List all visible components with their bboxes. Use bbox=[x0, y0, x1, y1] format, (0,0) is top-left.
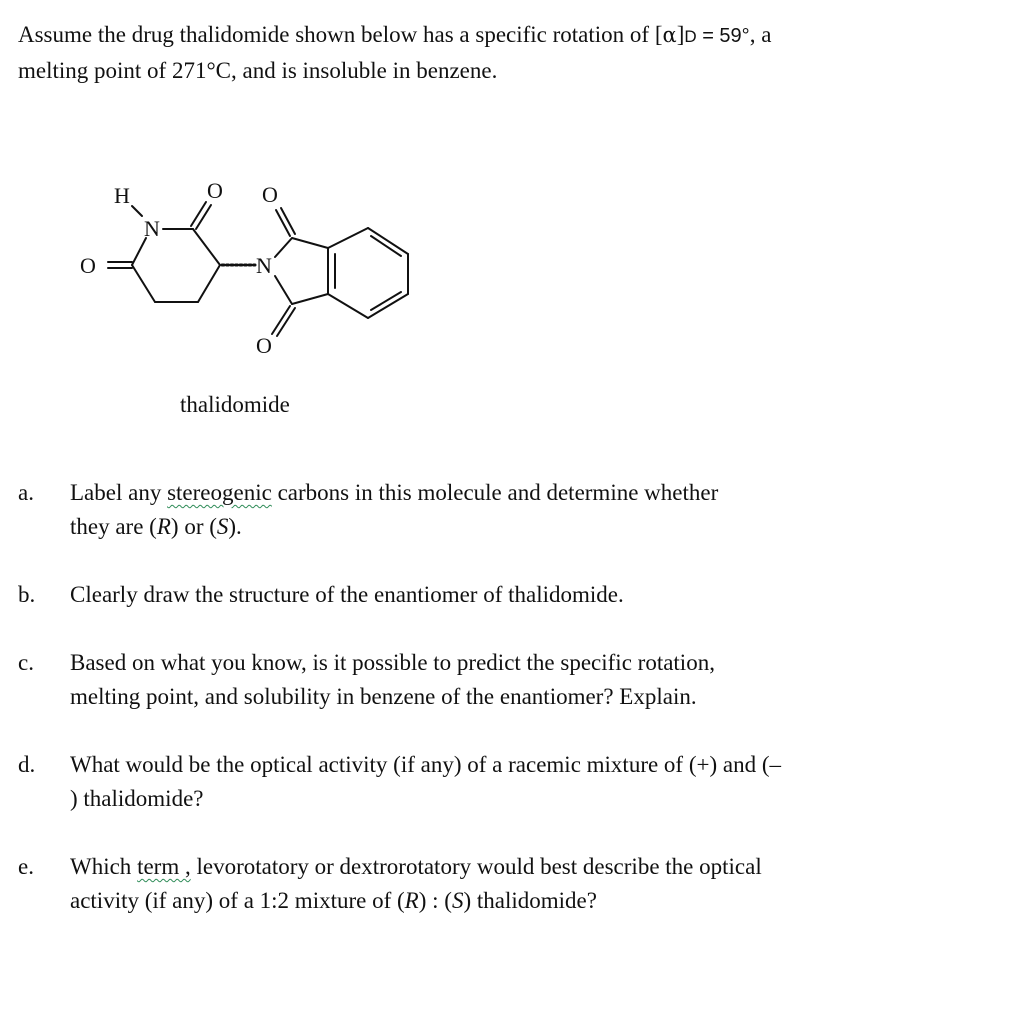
bond-c-bot-n bbox=[275, 276, 292, 304]
question-e bbox=[18, 850, 1008, 918]
molecule-caption: thalidomide bbox=[180, 392, 290, 417]
intro-line-2: melting point of 271°C, and is insoluble in benzene. bbox=[18, 58, 498, 83]
bond-h-n bbox=[132, 206, 142, 216]
spellcheck-word: stereogenic bbox=[167, 480, 272, 505]
bond-cleft-n bbox=[132, 238, 146, 265]
alpha-symbol: α bbox=[662, 23, 677, 47]
question-a bbox=[18, 476, 1008, 544]
benzene-bond-5 bbox=[328, 294, 368, 318]
bond-c-cstereo bbox=[193, 229, 220, 265]
question-letter: b. bbox=[18, 582, 36, 607]
spellcheck-word: term , bbox=[137, 854, 191, 879]
bond-co-tr-1 bbox=[276, 210, 290, 236]
question-text: Which term , levorotatory or dextrorotatory would best describe the optical activity (if any) of a 1:2 mixture of (R) : (S) thalidomide? bbox=[70, 854, 762, 913]
bond-co-top-1 bbox=[191, 202, 206, 226]
bond-c-top-ar bbox=[292, 238, 328, 248]
atom-o-top-right: O bbox=[262, 182, 278, 207]
question-letter: c. bbox=[18, 650, 34, 675]
problem-intro bbox=[18, 18, 1008, 88]
atom-n-imide: N bbox=[144, 216, 160, 241]
bond-co-top-2 bbox=[196, 205, 211, 229]
atom-o-top: O bbox=[207, 178, 223, 203]
question-text: What would be the optical activity (if any) of a racemic mixture of (+) and (– ) thalidomide? bbox=[70, 752, 782, 811]
question-text: Clearly draw the structure of the enantiomer of thalidomide. bbox=[70, 582, 624, 607]
question-c bbox=[18, 646, 1008, 714]
bond-cstereo-c bbox=[198, 265, 220, 302]
bond-c-cleft bbox=[132, 265, 155, 302]
subscript-d: D bbox=[684, 27, 697, 46]
question-b bbox=[18, 578, 1008, 612]
benzene-bond-4 bbox=[368, 294, 408, 318]
question-d bbox=[18, 748, 1008, 816]
bond-ar-c-bot bbox=[292, 294, 328, 304]
bond-co-tr-2 bbox=[281, 208, 295, 234]
benzene-bond-2 bbox=[368, 228, 408, 254]
question-text: Label any stereogenic carbons in this molecule and determine whether they are (R) or (S). bbox=[70, 480, 719, 539]
atom-o-left: O bbox=[80, 253, 96, 278]
benzene-bond-1 bbox=[328, 228, 368, 248]
question-letter: a. bbox=[18, 480, 34, 505]
atom-n-phthalimide: N bbox=[256, 253, 272, 278]
atom-h: H bbox=[114, 183, 130, 208]
question-letter: e. bbox=[18, 854, 34, 879]
rotation-value: = 59° bbox=[696, 25, 750, 47]
thalidomide-structure bbox=[70, 170, 430, 370]
question-letter: d. bbox=[18, 752, 36, 777]
question-text: Based on what you know, is it possible to predict the specific rotation, melting point, and solubility in benzene of the enantiomer? Explain. bbox=[70, 650, 715, 709]
atom-o-bottom: O bbox=[256, 333, 272, 358]
intro-line-1: Assume the drug thalidomide shown below has a specific rotation of [α]D = 59°, a bbox=[18, 22, 772, 47]
bond-n-c-top bbox=[275, 238, 292, 257]
